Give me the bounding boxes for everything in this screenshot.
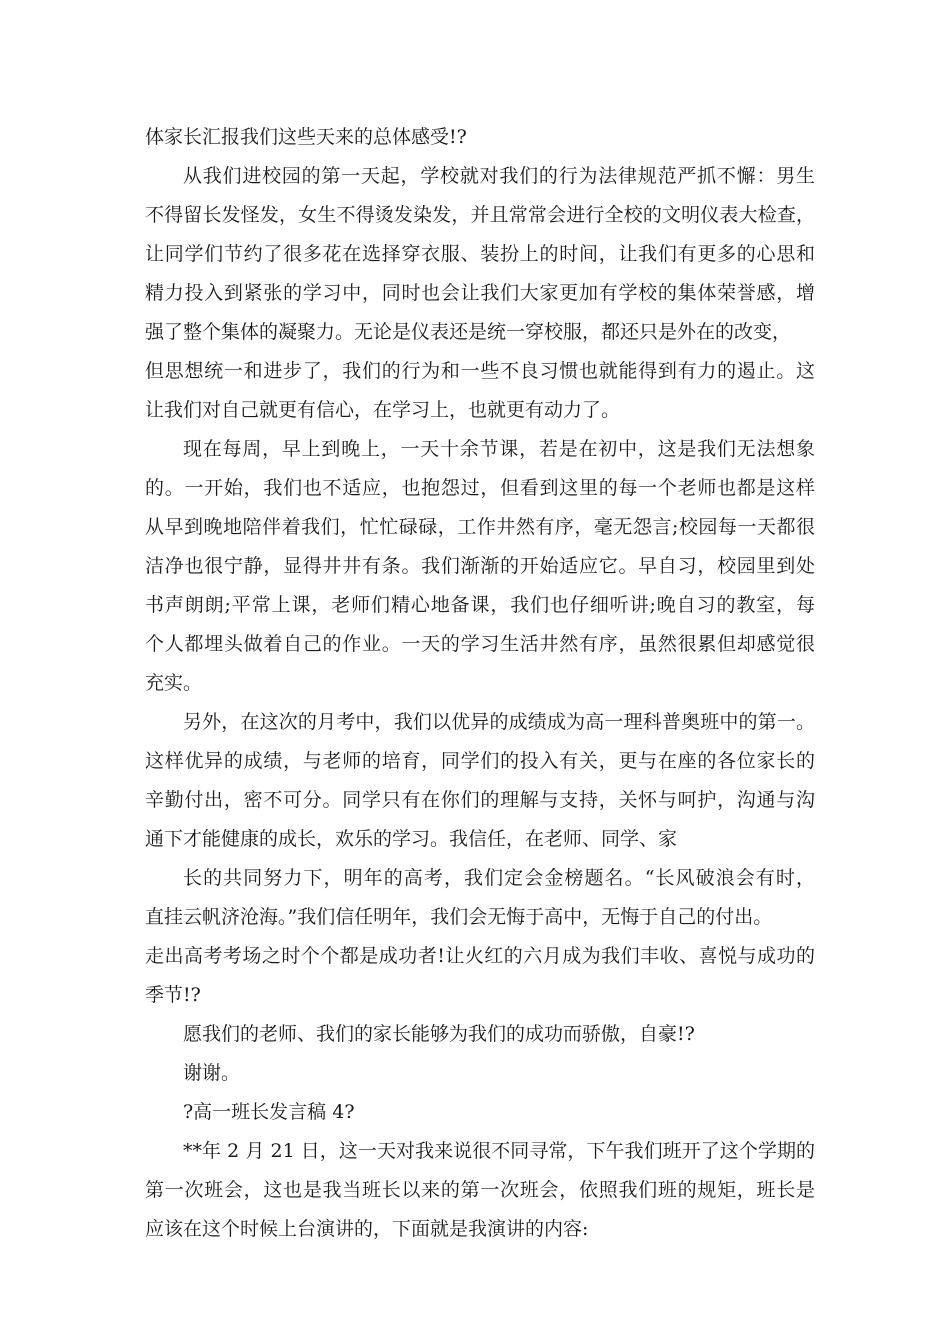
text-line: 强了整个集体的凝聚力。无论是仪表还是统一穿校服，都还只是外在的改变， — [145, 321, 792, 343]
text-line: 洁净也很宁静，显得井井有条。我们渐渐的开始适应它。早自习，校园里到处 — [145, 555, 815, 577]
text-line: 让我们对自己就更有信心，在学习上，也就更有动力了。 — [145, 399, 621, 421]
text-line: 通下才能健康的成长，欢乐的学习。我信任，在老师、同学、家 — [145, 828, 678, 850]
text-line: 另外，在这次的月考中，我们以优异的成绩成为高一理科普奥班中的第一。 — [183, 711, 815, 733]
text-line: **年 2 月 21 日，这一天对我来说很不同寻常，下午我们班开了这个学期的 — [183, 1140, 815, 1162]
text-line: 长的共同努力下，明年的高考，我们定会金榜题名。“长风破浪会有时， — [183, 867, 815, 889]
text-line: 个人都埋头做着自己的作业。一天的学习生活井然有序，虽然很累但却感觉很 — [145, 633, 815, 655]
text-line: 充实。 — [145, 672, 203, 694]
text-line: 应该在这个时候上台演讲的，下面就是我演讲的内容: — [145, 1218, 589, 1240]
text-line: 第一次班会，这也是我当班长以来的第一次班会，依照我们班的规矩，班长是 — [145, 1179, 815, 1201]
text-line: 但思想统一和进步了，我们的行为和一些不良习惯也就能得到有力的遏止。这 — [145, 360, 815, 382]
text-line: 不得留长发怪发，女生不得烫发染发，并且常常会进行全校的文明仪表大检查， — [145, 204, 815, 226]
text-line: 从早到晚地陪伴着我们，忙忙碌碌，工作井然有序，毫无怨言;校园每一天都很 — [145, 516, 815, 538]
text-line: 让同学们节约了很多花在选择穿衣服、装扮上的时间，让我们有更多的心思和 — [145, 243, 815, 265]
text-line: 辛勤付出，密不可分。同学只有在你们的理解与支持，关怀与呵护，沟通与沟 — [145, 789, 815, 811]
text-line: 愿我们的老师、我们的家长能够为我们的成功而骄傲，自豪!? — [183, 1023, 695, 1045]
text-line: 书声朗朗;平常上课，老师们精心地备课，我们也仔细听讲;晚自习的教室，每 — [145, 594, 815, 616]
text-line: ?高一班长发言稿 4? — [183, 1101, 355, 1123]
text-line: 谢谢。 — [183, 1062, 241, 1084]
text-line: 直挂云帆济沧海。”我们信任明年，我们会无悔于高中，无悔于自己的付出。 — [145, 906, 773, 928]
text-line: 现在每周，早上到晚上，一天十余节课，若是在初中，这是我们无法想象 — [183, 438, 815, 460]
text-line: 这样优异的成绩，与老师的培育，同学们的投入有关，更与在座的各位家长的 — [145, 750, 815, 772]
text-line: 体家长汇报我们这些天来的总体感受!? — [145, 126, 467, 148]
text-line: 从我们进校园的第一天起，学校就对我们的行为法律规范严抓不懈：男生 — [183, 165, 815, 187]
text-line: 走出高考考场之时个个都是成功者!让火红的六月成为我们丰收、喜悦与成功的 — [145, 945, 815, 967]
text-line: 的。一开始，我们也不适应，也抱怨过，但看到这里的每一个老师也都是这样 — [145, 477, 815, 499]
text-line: 季节!? — [145, 984, 201, 1006]
text-line: 精力投入到紧张的学习中，同时也会让我们大家更加有学校的集体荣誉感，增 — [145, 282, 815, 304]
document-body — [145, 118, 815, 1249]
